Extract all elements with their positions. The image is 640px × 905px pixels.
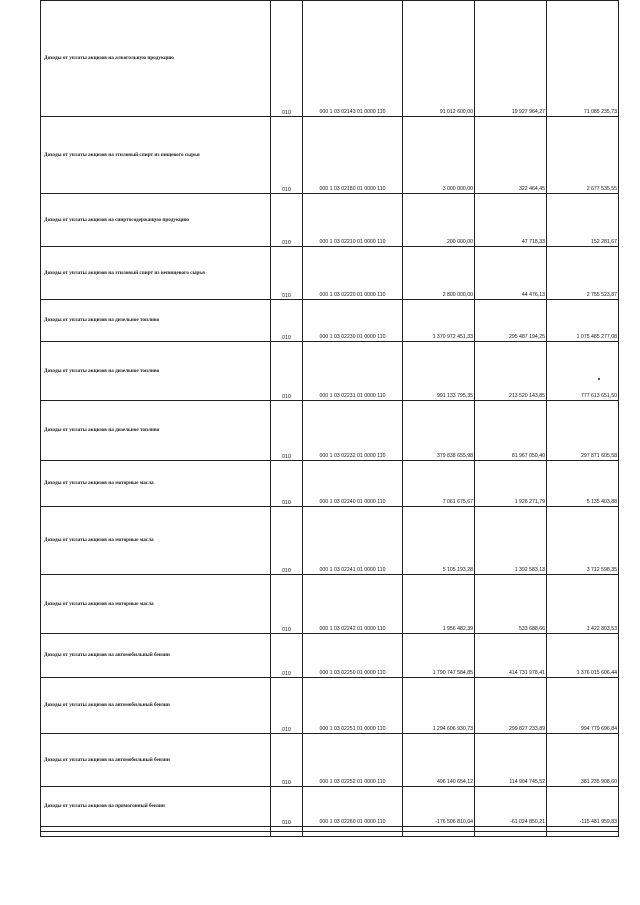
cell-line-code: 010	[271, 342, 303, 401]
cell-plan-amount: 200 000,00	[403, 194, 475, 247]
table-row	[41, 507, 619, 575]
cell-executed-amount: 1 392 583,13	[475, 507, 547, 575]
cell-line-code: 010	[271, 300, 303, 342]
cell-plan-amount: -176 506 810,04	[403, 787, 475, 827]
cell-plan-amount	[403, 832, 475, 837]
cell-plan-amount: 991 133 795,35	[403, 342, 475, 401]
cell-executed-amount: 47 718,33	[475, 194, 547, 247]
cell-line-code: 010	[271, 734, 303, 787]
table-row	[41, 734, 619, 787]
cell-description: Доходы от уплаты акцизов на алкогольную продукцию	[41, 1, 271, 117]
cell-executed-amount: 19 927 964,27	[475, 1, 547, 117]
cell-description: Доходы от уплаты акцизов на моторные масла	[41, 575, 271, 634]
cell-remaining-amount: 1 422 803,53	[547, 575, 619, 634]
cell-remaining-amount: 1 376 015 606,44	[547, 634, 619, 678]
cell-description: Доходы от уплаты акцизов на прямогонный бензин	[41, 787, 271, 827]
table-row	[41, 1, 619, 117]
table-row	[41, 787, 619, 827]
cell-executed-amount: 213 520 143,85	[475, 342, 547, 401]
cell-description: Доходы от уплаты акцизов на автомобильный бензин	[41, 634, 271, 678]
cell-plan-amount: 1 370 972 451,33	[403, 300, 475, 342]
cell-line-code: 010	[271, 117, 303, 194]
cell-description: Доходы от уплаты акцизов на дизельное топливо	[41, 342, 271, 401]
cell-plan-amount: 379 838 655,98	[403, 401, 475, 461]
table-row	[41, 247, 619, 300]
cell-line-code: 010	[271, 507, 303, 575]
cell-plan-amount: 5 105 193,28	[403, 507, 475, 575]
table-row	[41, 401, 619, 461]
cell-classification-code	[303, 832, 403, 837]
cell-remaining-amount: 777 613 651,50	[547, 342, 619, 401]
cell-executed-amount: 114 904 745,52	[475, 734, 547, 787]
cell-description: Доходы от уплаты акцизов на моторные масла	[41, 461, 271, 507]
cell-description: Доходы от уплаты акцизов на дизельное топливо	[41, 300, 271, 342]
cell-plan-amount: 2 800 000,00	[403, 247, 475, 300]
cell-plan-amount: 3 000 000,00	[403, 117, 475, 194]
cell-remaining-amount	[547, 832, 619, 837]
cell-classification-code: 000 1 03 02220 01 0000 110	[303, 247, 403, 300]
cell-remaining-amount: 71 085 235,73	[547, 1, 619, 117]
cell-remaining-amount: 2 677 535,55	[547, 117, 619, 194]
table-body	[41, 1, 619, 837]
cell-description: Доходы от уплаты акцизов на дизельное топливо	[41, 401, 271, 461]
cell-executed-amount: 295 487 194,25	[475, 300, 547, 342]
table-row	[41, 461, 619, 507]
cell-executed-amount: 44 476,13	[475, 247, 547, 300]
cell-plan-amount: 91 012 600,00	[403, 1, 475, 117]
cell-executed-amount: 414 731 978,41	[475, 634, 547, 678]
cell-line-code: 010	[271, 678, 303, 734]
cell-description: Доходы от уплаты акцизов на автомобильный бензин	[41, 734, 271, 787]
cell-plan-amount: 496 140 654,12	[403, 734, 475, 787]
cell-description: Доходы от уплаты акцизов на этиловый спирт из непищевого сырья	[41, 247, 271, 300]
cell-line-code: 010	[271, 461, 303, 507]
cell-classification-code: 000 1 03 02232 01 0000 110	[303, 401, 403, 461]
cell-executed-amount: 1 926 271,79	[475, 461, 547, 507]
cell-line-code	[271, 832, 303, 837]
cell-remaining-amount: 994 779 696,84	[547, 678, 619, 734]
table-row	[41, 117, 619, 194]
cell-classification-code: 000 1 03 02143 01 0000 110	[303, 1, 403, 117]
cell-description: Доходы от уплаты акцизов на этиловый спирт из пищевого сырья	[41, 117, 271, 194]
cell-description	[41, 832, 271, 837]
cell-remaining-amount: 1 075 485 277,08	[547, 300, 619, 342]
scan-speck	[598, 378, 600, 380]
table-row	[41, 300, 619, 342]
cell-remaining-amount: 2 755 523,87	[547, 247, 619, 300]
cell-classification-code: 000 1 03 02180 01 0000 110	[303, 117, 403, 194]
cell-line-code: 010	[271, 401, 303, 461]
cell-line-code: 010	[271, 787, 303, 827]
cell-remaining-amount: 5 135 403,88	[547, 461, 619, 507]
cell-description: Доходы от уплаты акцизов на автомобильный бензин	[41, 678, 271, 734]
cell-executed-amount: -61 024 850,21	[475, 787, 547, 827]
table-row	[41, 678, 619, 734]
cell-executed-amount: 81 967 050,40	[475, 401, 547, 461]
cell-executed-amount: 533 688,66	[475, 575, 547, 634]
cell-classification-code: 000 1 03 02210 01 0000 110	[303, 194, 403, 247]
cell-classification-code: 000 1 03 02242 01 0000 110	[303, 575, 403, 634]
cell-executed-amount: 299 827 233,89	[475, 678, 547, 734]
cell-line-code: 010	[271, 634, 303, 678]
cell-line-code: 010	[271, 575, 303, 634]
cell-plan-amount: 7 061 675,67	[403, 461, 475, 507]
cell-line-code: 010	[271, 194, 303, 247]
cell-line-code: 010	[271, 247, 303, 300]
cell-line-code: 010	[271, 1, 303, 117]
cell-plan-amount: 1 956 482,39	[403, 575, 475, 634]
cell-description: Доходы от уплаты акцизов на спиртосодержащую продукцию	[41, 194, 271, 247]
cell-classification-code: 000 1 03 02250 01 0000 110	[303, 634, 403, 678]
cell-remaining-amount: 297 871 605,58	[547, 401, 619, 461]
cell-remaining-amount: 3 712 598,35	[547, 507, 619, 575]
revenue-table	[40, 0, 619, 837]
cell-plan-amount: 1 790 747 584,85	[403, 634, 475, 678]
cell-classification-code: 000 1 03 02231 01 0000 110	[303, 342, 403, 401]
table-row	[41, 575, 619, 634]
cell-remaining-amount: -115 481 959,83	[547, 787, 619, 827]
cell-classification-code: 000 1 03 02260 01 0000 110	[303, 787, 403, 827]
table-row	[41, 832, 619, 837]
table-row	[41, 634, 619, 678]
cell-remaining-amount: 152 281,67	[547, 194, 619, 247]
table-row	[41, 194, 619, 247]
table-row	[41, 342, 619, 401]
cell-executed-amount: 322 464,45	[475, 117, 547, 194]
cell-remaining-amount: 381 235 908,60	[547, 734, 619, 787]
cell-executed-amount	[475, 832, 547, 837]
cell-classification-code: 000 1 03 02252 01 0000 110	[303, 734, 403, 787]
cell-plan-amount: 1 294 606 930,73	[403, 678, 475, 734]
cell-classification-code: 000 1 03 02240 01 0000 110	[303, 461, 403, 507]
cell-classification-code: 000 1 03 02251 01 0000 110	[303, 678, 403, 734]
cell-description: Доходы от уплаты акцизов на моторные масла	[41, 507, 271, 575]
cell-classification-code: 000 1 03 02241 01 0000 110	[303, 507, 403, 575]
cell-classification-code: 000 1 03 02230 01 0000 110	[303, 300, 403, 342]
